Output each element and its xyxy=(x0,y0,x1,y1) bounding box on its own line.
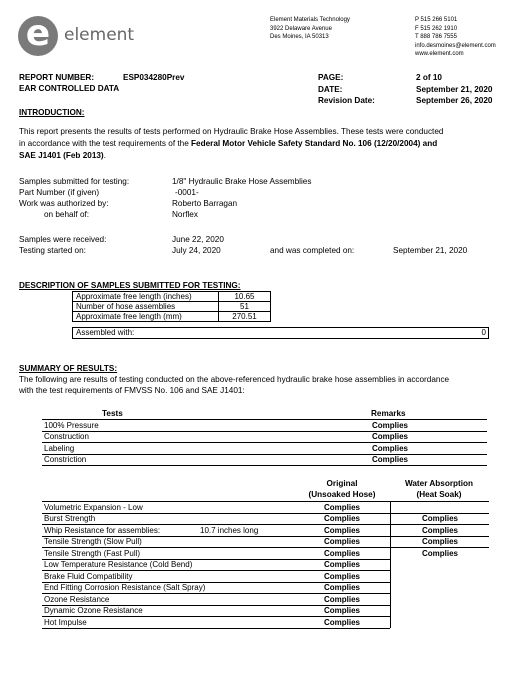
table-row: Hot Impulse xyxy=(44,617,87,627)
contact-block xyxy=(415,16,496,59)
original-result: Complies xyxy=(323,571,360,581)
water-header-line-1: Water Absorption xyxy=(404,479,474,488)
tollfree-number: T 888 786 7555 xyxy=(415,34,457,40)
report-number-label: REPORT NUMBER: xyxy=(19,73,95,82)
table-row: Whip Resistance for assemblies: xyxy=(44,525,161,535)
completed-on-label: and was completed on: xyxy=(270,246,355,255)
description-heading: DESCRIPTION OF SAMPLES SUBMITTED FOR TESTING: xyxy=(19,281,241,290)
intro-line-2-text: in accordance with the test requirements of the xyxy=(19,139,192,148)
intro-line-3 xyxy=(19,150,106,161)
company-name: Element Materials Technology xyxy=(270,17,350,23)
street-address: 3922 Delaware Avenue xyxy=(270,25,332,32)
samples-received-label: Samples were received: xyxy=(19,235,107,244)
remark-value: Complies xyxy=(371,443,408,453)
page-value: 2 of 10 xyxy=(416,73,442,82)
original-result: Complies xyxy=(323,617,360,627)
divider xyxy=(42,465,487,466)
intro-sae-standard: SAE J1401 (Feb 2013) xyxy=(19,151,104,160)
address-block xyxy=(270,16,350,42)
remark-value: Complies xyxy=(371,455,408,464)
table-row: Construction xyxy=(44,432,89,441)
table-row: End Fitting Corrosion Resistance (Salt Spray) xyxy=(44,583,206,592)
web-link: www.element.com xyxy=(415,51,464,57)
original-result: Complies xyxy=(323,594,360,604)
desc-label: Approximate free length (inches) xyxy=(73,292,219,302)
element-logo-mark xyxy=(18,13,58,56)
revision-date-label: Revision Date: xyxy=(318,96,375,105)
phone-number: P 515 266 5101 xyxy=(415,17,458,23)
original-result: Complies xyxy=(323,537,360,546)
desc-label: Number of hose assemblies xyxy=(73,302,219,312)
divider xyxy=(72,327,270,328)
table-row: Brake Fluid Compatibility xyxy=(44,571,133,581)
table-row xyxy=(73,302,271,312)
remark-value: Complies xyxy=(371,420,408,430)
divider xyxy=(42,628,390,629)
summary-heading: SUMMARY OF RESULTS: xyxy=(19,364,118,373)
on-behalf-label: on behalf of: xyxy=(44,210,90,219)
email-link: info.desmoines@element.com xyxy=(415,42,496,49)
original-result: Complies xyxy=(323,525,360,535)
table-row xyxy=(73,312,271,322)
authorized-by-value: Roberto Barragan xyxy=(172,199,238,208)
ear-controlled-label: EAR CONTROLLED DATA xyxy=(19,84,120,93)
on-behalf-value: Norflex xyxy=(172,210,198,219)
table-row: Tensile Strength (Slow Pull) xyxy=(44,537,142,546)
remark-value: Complies xyxy=(371,432,408,441)
result-extra: 10.7 inches long xyxy=(200,525,259,535)
table-row: Tensile Strength (Fast Pull) xyxy=(44,548,141,558)
original-result: Complies xyxy=(323,606,360,615)
original-header-line-1: Original xyxy=(326,479,358,488)
completed-on-value: September 21, 2020 xyxy=(393,246,468,255)
intro-line-3-end: . xyxy=(103,151,106,160)
report-number-value: ESP034280Prev xyxy=(123,73,185,82)
tests-header: Tests xyxy=(102,409,123,418)
intro-line-2 xyxy=(19,138,437,149)
assembled-with-label: Assembled with: xyxy=(76,328,135,337)
date-value: September 21, 2020 xyxy=(416,85,493,94)
summary-line-1: The following are results of testing conducted on the above-referenced hydraulic brake hose assemblies in accordance xyxy=(19,375,450,384)
table-row: Volumetric Expansion - Low xyxy=(44,502,143,512)
introduction-heading: INTRODUCTION: xyxy=(19,108,85,117)
desc-label: Approximate free length (mm) xyxy=(73,312,219,322)
water-header-line-2: (Heat Soak) xyxy=(416,490,462,499)
original-result: Complies xyxy=(323,560,360,569)
description-table xyxy=(72,291,271,322)
table-row: Constriction xyxy=(44,455,87,464)
table-row: 100% Pressure xyxy=(44,420,99,430)
divider xyxy=(390,501,391,628)
assembled-with-row xyxy=(72,327,489,339)
original-result: Complies xyxy=(323,583,360,592)
city-address: Des Moines, IA 50313 xyxy=(270,34,329,40)
revision-date-value: September 26, 2020 xyxy=(416,96,493,105)
page-label: PAGE: xyxy=(318,73,344,82)
desc-value: 51 xyxy=(219,302,271,312)
intro-line-1: This report presents the results of tests performed on Hydraulic Brake Hose Assemblies. These tests were conducted xyxy=(19,127,444,136)
date-label: DATE: xyxy=(318,85,343,94)
testing-started-label: Testing started on: xyxy=(19,246,86,255)
e-logo-icon: e xyxy=(25,13,51,54)
table-row xyxy=(73,292,271,302)
table-row: Ozone Resistance xyxy=(44,594,110,604)
original-result: Complies xyxy=(323,548,360,558)
fax-number: F 515 262 1910 xyxy=(415,25,458,32)
summary-line-2: with the test requirements of FMVSS No. 106 and SAE J1401: xyxy=(19,386,245,395)
original-header-line-2: (Unsoaked Hose) xyxy=(308,490,376,499)
table-row: Low Temperature Resistance (Cold Bend) xyxy=(44,560,193,569)
divider xyxy=(270,327,489,328)
table-row: Dynamic Ozone Resistance xyxy=(44,606,143,615)
original-result: Complies xyxy=(323,502,360,512)
table-row: Labeling xyxy=(44,443,75,453)
desc-value: 10.65 xyxy=(219,292,271,302)
samples-submitted-label: Samples submitted for testing: xyxy=(19,177,130,186)
intro-standard-name: Federal Motor Vehicle Safety Standard No. 106 (12/20/2004) and xyxy=(191,139,438,148)
water-result: Complies xyxy=(421,548,458,558)
assembled-with-value: 0 xyxy=(481,328,486,337)
samples-received-value: June 22, 2020 xyxy=(172,235,224,244)
table-row: Burst Strength xyxy=(44,514,96,523)
testing-started-value: July 24, 2020 xyxy=(172,246,221,255)
part-number-value: -0001- xyxy=(175,188,199,197)
authorized-by-label: Work was authorized by: xyxy=(19,199,109,208)
original-result: Complies xyxy=(323,514,360,523)
water-result: Complies xyxy=(421,537,458,546)
part-number-label: Part Number (if given) xyxy=(19,188,100,197)
water-result: Complies xyxy=(421,525,458,535)
water-result: Complies xyxy=(421,514,458,523)
remarks-header: Remarks xyxy=(371,409,406,418)
samples-submitted-value: 1/8" Hydraulic Brake Hose Assemblies xyxy=(172,177,312,186)
desc-value: 270.51 xyxy=(219,312,271,322)
logo-wordmark: element xyxy=(64,25,135,45)
